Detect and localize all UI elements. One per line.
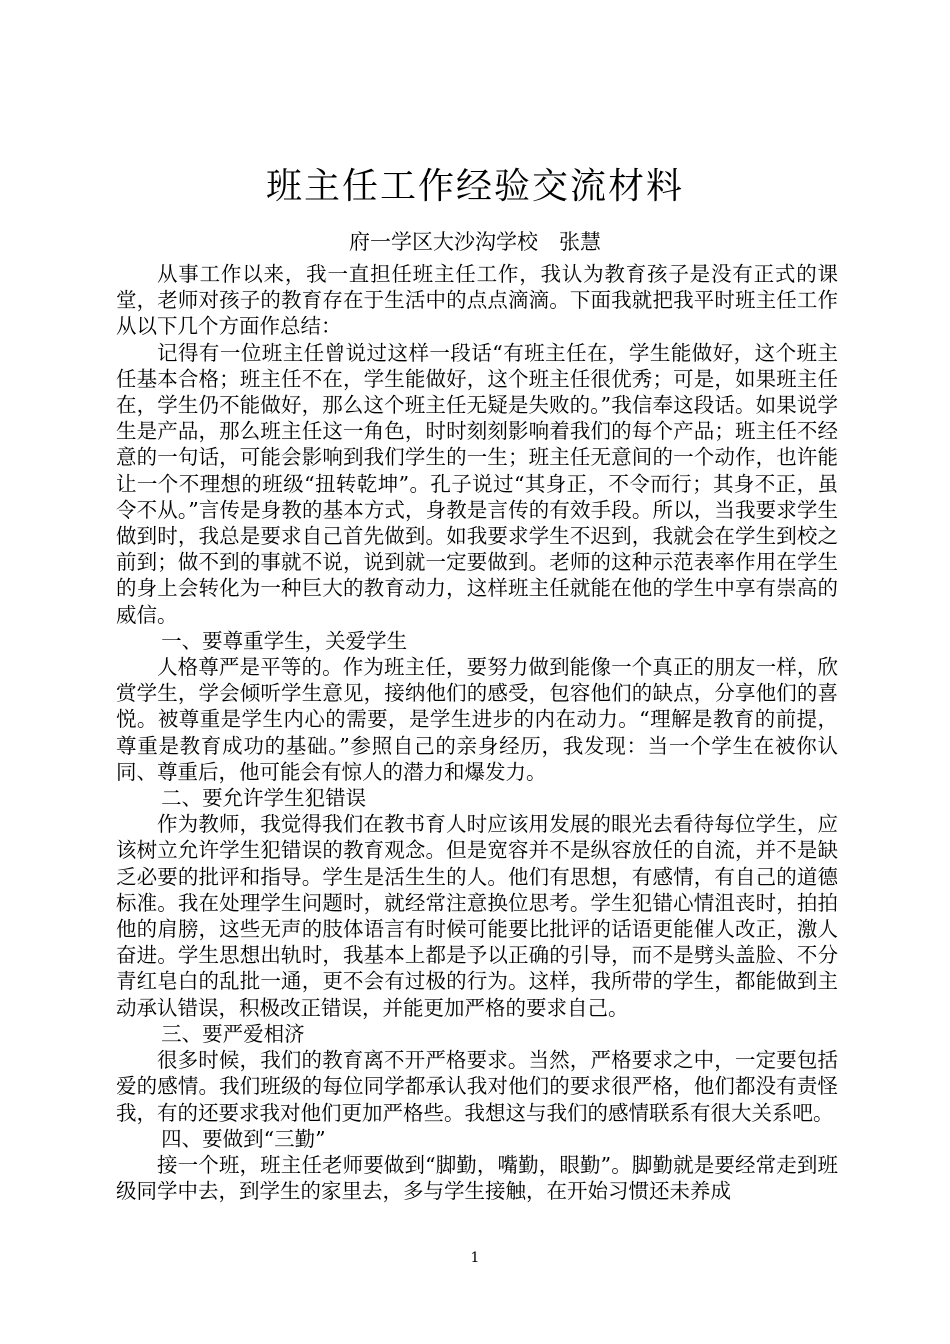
section-heading-4: 四、要做到“三勤” <box>161 1126 326 1151</box>
section-heading-2: 二、要允许学生犯错误 <box>161 786 367 811</box>
section-heading-3: 三、要严爱相济 <box>161 1021 305 1046</box>
page-number: 1 <box>470 1250 480 1266</box>
paragraph-section-1: 人格尊严是平等的。作为班主任，要努力做到能像一个真正的朋友一样，欣赏学生，学会倾听学生意见，接纳他们的感受，包容他们的缺点，分享他们的喜悦。被尊重是学生内心的需要，是学生进步的内在动力。“理解是教育的前提，尊重是教育成功的基础。”参照自己的亲身经历，我发现：当一个学生在被你认同、尊重后，他可能会有惊人的潜力和爆发力。 <box>116 655 838 784</box>
document-title: 班主任工作经验交流材料 <box>265 166 684 207</box>
paragraph-section-4: 接一个班，班主任老师要做到“脚勤，嘴勤，眼勤”。脚勤就是要经常走到班级同学中去，到学生的家里去，多与学生接触，在开始习惯还未养成 <box>116 1152 838 1204</box>
document-body <box>116 261 838 1204</box>
author-line: 府一学区大沙沟学校 张慧 <box>349 230 601 254</box>
paragraph-intro: 从事工作以来，我一直担任班主任工作，我认为教育孩子是没有正式的课堂，老师对孩子的教育存在于生活中的点点滴滴。下面我就把我平时班主任工作从以下几个方面作总结： <box>116 262 838 339</box>
paragraph-section-3: 很多时候，我们的教育离不开严格要求。当然，严格要求之中，一定要包括爱的感情。我们班级的每位同学都承认我对他们的要求很严格，他们都没有责怪我，有的还要求我对他们更加严格些。我想这与我们的感情联系有很大关系吧。 <box>116 1048 838 1125</box>
paragraph-quote: 记得有一位班主任曾说过这样一段话“有班主任在，学生能做好，这个班主任基本合格；班主任不在，学生能做好，这个班主任很优秀；可是，如果班主任在，学生仍不能做好，那么这个班主任无疑是失败的。”我信奉这段话。如果说学生是产品，那么班主任这一角色，时时刻刻影响着我们的每个产品；班主任不经意的一句话，可能会影响到我们学生的一生；班主任无意间的一个动作，也许能让一个不理想的班级“扭转乾坤”。孔子说过“其身正，不令而行；其身不正，虽令不从。”言传是身教的基本方式，身教是言传的有效手段。所以，当我要求学生做到时，我总是要求自己首先做到。如我要求学生不迟到，我就会在学生到校之前到；做不到的事就不说，说到就一定要做到。老师的这种示范表率作用在学生的身上会转化为一种巨大的教育动力，这样班主任就能在他的学生中享有崇高的威信。 <box>116 340 838 627</box>
section-heading-1: 一、要尊重学生，关爱学生 <box>161 628 408 653</box>
paragraph-section-2: 作为教师，我觉得我们在教书育人时应该用发展的眼光去看待每位学生，应该树立允许学生犯错误的教育观念。但是宽容并不是纵容放任的自流，并不是缺乏必要的批评和指导。学生是活生生的人。他们有思想，有感情，有自己的道德标准。我在处理学生问题时，就经常注意换位思考。学生犯错心情沮丧时，拍拍他的肩膀，这些无声的肢体语言有时候可能要比批评的话语更能催人改正，激人奋进。学生思想出轨时，我基本上都是予以正确的引导，而不是劈头盖脸、不分青红皂白的乱批一通，更不会有过极的行为。这样，我所带的学生，都能做到主动承认错误，积极改正错误，并能更加严格的要求自己。 <box>116 812 838 1020</box>
